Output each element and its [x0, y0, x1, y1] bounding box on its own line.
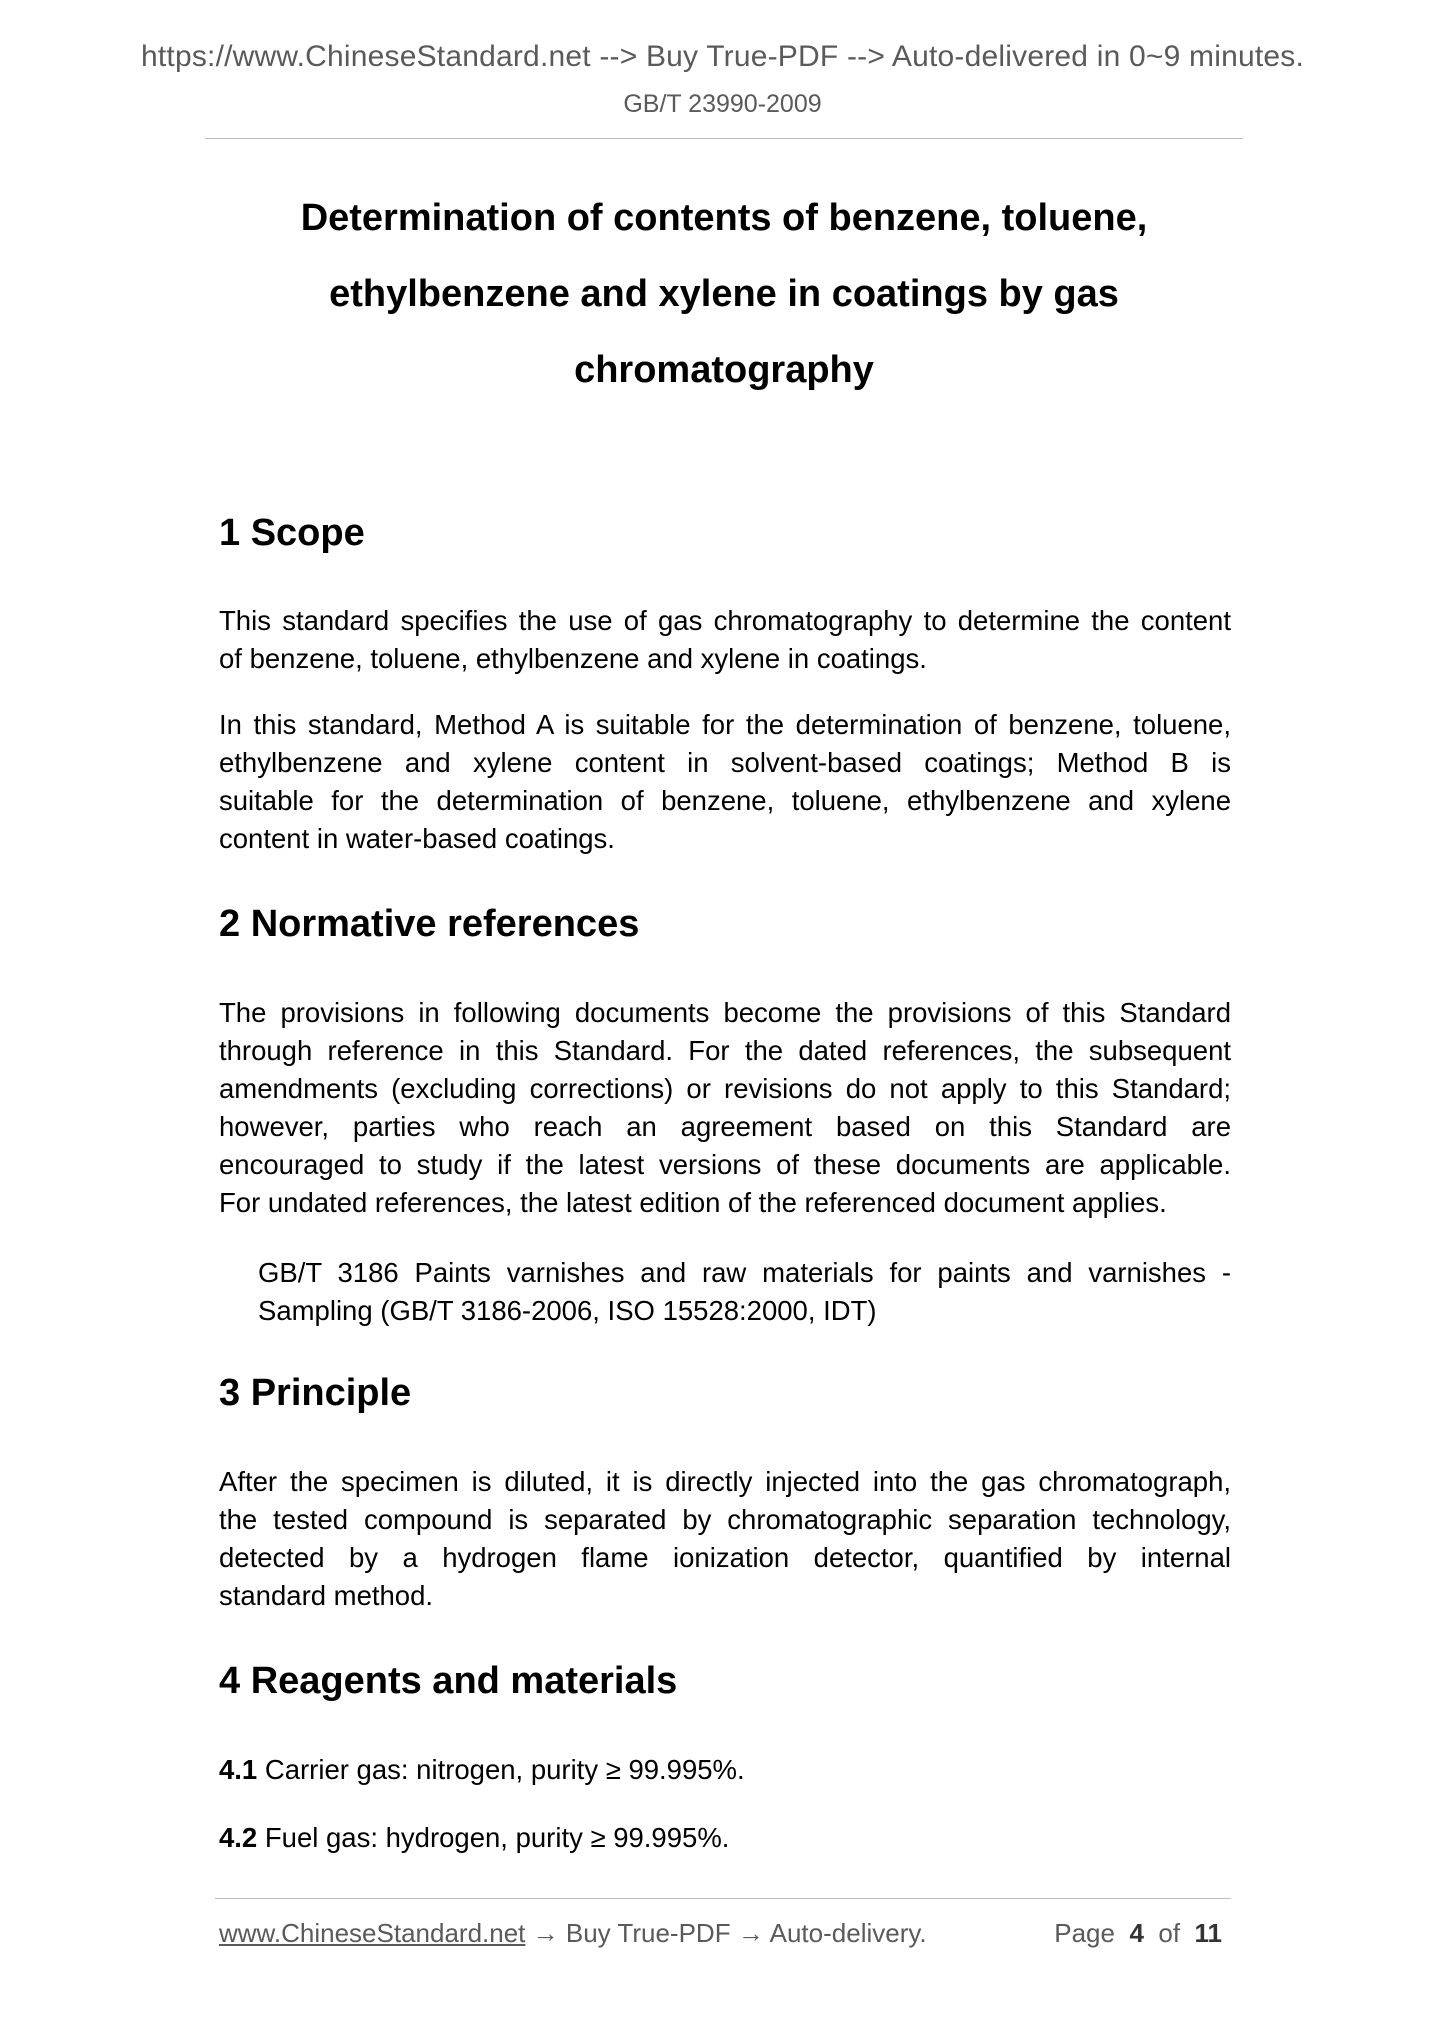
text-line: content in water-based coatings. [219, 823, 615, 854]
text-line: encouraged to study if the latest versions of these documents are applicable. [219, 1149, 1231, 1180]
text-line: amendments (excluding corrections) or revisions do not apply to this Standard; [219, 1073, 1231, 1104]
clause-text: Carrier gas: nitrogen, purity ≥ 99.995%. [264, 1754, 745, 1785]
text-line: suitable for the determination of benzene, toluene, ethylbenzene and xylene [219, 785, 1231, 816]
text-line: the tested compound is separated by chromatographic separation technology, [219, 1504, 1231, 1535]
text-line: In this standard, Method A is suitable for the determination of benzene, toluene, [219, 709, 1231, 740]
clause-number: 4.1 [219, 1754, 258, 1785]
title-line: chromatography [574, 349, 874, 391]
principle-paragraph [219, 1463, 1231, 1615]
clause-text: Fuel gas: hydrogen, purity ≥ 99.995%. [264, 1822, 730, 1853]
normative-paragraph [219, 994, 1231, 1222]
website-link[interactable]: www.ChineseStandard.net [219, 1918, 526, 1948]
title-line: Determination of contents of benzene, toluene, [300, 197, 1148, 239]
section-heading-normative-references: 2 Normative references [219, 903, 640, 945]
page-indicator [1054, 1918, 1222, 1949]
scope-paragraph-2 [219, 706, 1231, 858]
text-line: After the specimen is diluted, it is directly injected into the gas chromatograph, [219, 1466, 1231, 1497]
title-line: ethylbenzene and xylene in coatings by gas [329, 273, 1119, 315]
document-title [205, 180, 1243, 408]
section-heading-reagents: 4 Reagents and materials [219, 1660, 678, 1702]
page-of-label: of [1158, 1918, 1181, 1948]
page-label: Page [1054, 1918, 1115, 1948]
delivery-text: Auto-delivery. [769, 1918, 927, 1948]
clause-4-1 [219, 1751, 745, 1789]
text-line: through reference in this Standard. For the dated references, the subsequent [219, 1035, 1231, 1066]
arrow-right-icon: → [532, 1918, 559, 1948]
page-number: 4 [1129, 1918, 1144, 1948]
clause-4-2 [219, 1819, 729, 1857]
scope-paragraph-1 [219, 602, 1231, 678]
text-line: detected by a hydrogen flame ionization detector, quantified by internal [219, 1542, 1231, 1573]
buy-text: Buy True-PDF [565, 1918, 731, 1948]
text-line: however, parties who reach an agreement based on this Standard are [219, 1111, 1231, 1142]
section-heading-principle: 3 Principle [219, 1372, 412, 1414]
text-line: standard method. [219, 1580, 434, 1611]
section-heading-scope: 1 Scope [219, 512, 365, 554]
footer-divider [215, 1898, 1231, 1899]
text-line: Sampling (GB/T 3186-2006, ISO 15528:2000, IDT) [258, 1295, 877, 1326]
clause-number: 4.2 [219, 1822, 258, 1853]
page-total: 11 [1194, 1918, 1222, 1948]
header-divider [205, 138, 1243, 139]
text-line: ethylbenzene and xylene content in solvent-based coatings; Method B is [219, 747, 1231, 778]
text-line: The provisions in following documents become the provisions of this Standard [219, 997, 1231, 1028]
text-line: This standard specifies the use of gas chromatography to determine the content [219, 605, 1231, 636]
footer-links [219, 1918, 927, 1949]
arrow-right-icon: → [737, 1918, 764, 1948]
normative-reference-entry [258, 1254, 1231, 1330]
text-line: GB/T 3186 Paints varnishes and raw materials for paints and varnishes - [258, 1257, 1231, 1288]
banner-text: https://www.ChineseStandard.net --> Buy True-PDF --> Auto-delivered in 0~9 minutes. [141, 40, 1304, 73]
standard-code: GB/T 23990-2009 [623, 90, 822, 118]
text-line: For undated references, the latest edition of the referenced document applies. [219, 1187, 1167, 1218]
text-line: of benzene, toluene, ethylbenzene and xylene in coatings. [219, 643, 927, 674]
